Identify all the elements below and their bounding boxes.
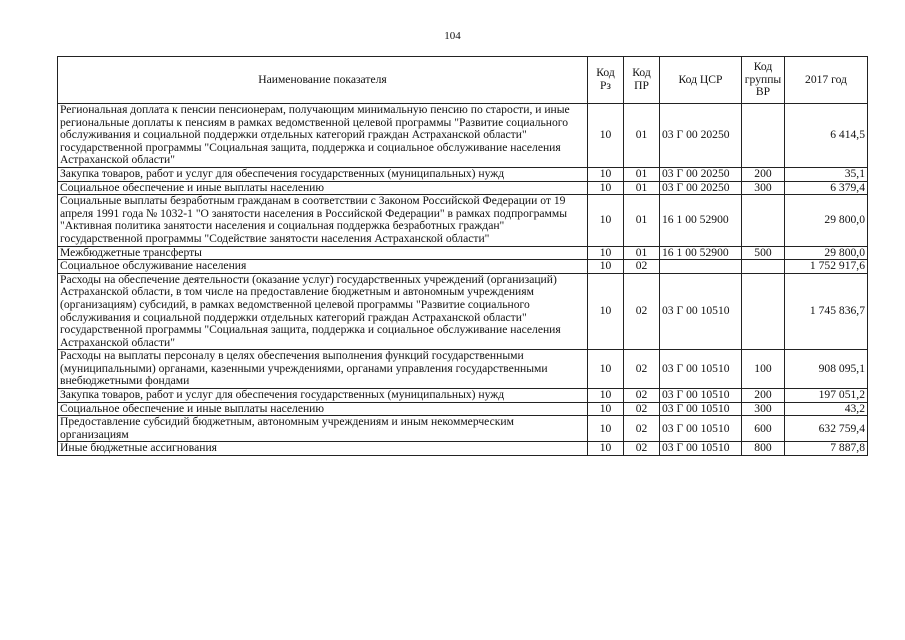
row-value: 6 379,4 <box>785 181 868 195</box>
row-name: Расходы на обеспечение деятельности (оказание услуг) государственных учреждений (организаций) Астраханской области, в том числе на предоставление бюджетным и автономным учреждениям (организациям) субсидий, в рамках ведомственной целевой программы "Развитие социального обслуживания и социальной поддержки отдельных категорий граждан Астраханской области" государственной программы "Социальная защита, поддержка и социальное обслуживание населения Астраханской области" <box>58 273 588 350</box>
row-name: Закупка товаров, работ и услуг для обеспечения государственных (муниципальных) нужд <box>58 167 588 181</box>
row-rz: 10 <box>588 273 624 350</box>
row-csr: 16 1 00 52900 <box>660 246 742 260</box>
row-value: 1 752 917,6 <box>785 260 868 274</box>
row-name: Предоставление субсидий бюджетным, автономным учреждениям и иным некоммерческим организациям <box>58 416 588 442</box>
row-rz: 10 <box>588 167 624 181</box>
table-row <box>58 442 868 456</box>
row-value: 29 800,0 <box>785 246 868 260</box>
row-name: Межбюджетные трансферты <box>58 246 588 260</box>
table-row <box>58 350 868 389</box>
row-pr: 01 <box>624 167 660 181</box>
row-vr: 100 <box>742 350 785 389</box>
row-name: Социальное обеспечение и иные выплаты населению <box>58 181 588 195</box>
page-number: 104 <box>444 30 461 42</box>
row-csr: 03 Г 00 10510 <box>660 416 742 442</box>
row-name: Закупка товаров, работ и услуг для обеспечения государственных (муниципальных) нужд <box>58 389 588 403</box>
row-csr <box>660 260 742 274</box>
row-vr <box>742 260 785 274</box>
table-row <box>58 246 868 260</box>
row-pr: 01 <box>624 195 660 246</box>
row-vr: 200 <box>742 389 785 403</box>
row-value: 35,1 <box>785 167 868 181</box>
row-vr: 500 <box>742 246 785 260</box>
row-pr: 01 <box>624 104 660 168</box>
row-value: 197 051,2 <box>785 389 868 403</box>
row-pr: 02 <box>624 416 660 442</box>
row-name: Иные бюджетные ассигнования <box>58 442 588 456</box>
row-vr: 800 <box>742 442 785 456</box>
row-rz: 10 <box>588 416 624 442</box>
row-rz: 10 <box>588 181 624 195</box>
row-name: Расходы на выплаты персоналу в целях обеспечения выполнения функций государственными (муниципальными) органами, казенными учреждениями, органами управления государственными внебюджетными фондами <box>58 350 588 389</box>
row-value: 632 759,4 <box>785 416 868 442</box>
row-rz: 10 <box>588 442 624 456</box>
table-row <box>58 402 868 416</box>
row-csr: 03 Г 00 10510 <box>660 442 742 456</box>
row-vr: 300 <box>742 402 785 416</box>
row-pr: 02 <box>624 350 660 389</box>
row-value: 43,2 <box>785 402 868 416</box>
row-value: 7 887,8 <box>785 442 868 456</box>
table-row <box>58 195 868 246</box>
row-rz: 10 <box>588 350 624 389</box>
budget-table <box>57 56 868 456</box>
row-csr: 03 Г 00 10510 <box>660 273 742 350</box>
row-pr: 02 <box>624 402 660 416</box>
row-vr: 300 <box>742 181 785 195</box>
table-row <box>58 273 868 350</box>
row-csr: 03 Г 00 20250 <box>660 167 742 181</box>
table-row <box>58 181 868 195</box>
table-row <box>58 416 868 442</box>
row-vr: 600 <box>742 416 785 442</box>
header-pr: Код ПР <box>624 57 660 104</box>
row-pr: 02 <box>624 389 660 403</box>
row-vr: 200 <box>742 167 785 181</box>
row-vr <box>742 273 785 350</box>
row-pr: 01 <box>624 181 660 195</box>
row-value: 1 745 836,7 <box>785 273 868 350</box>
header-vr: Код группы ВР <box>742 57 785 104</box>
row-pr: 02 <box>624 442 660 456</box>
row-rz: 10 <box>588 246 624 260</box>
row-name: Социальное обслуживание населения <box>58 260 588 274</box>
row-csr: 03 Г 00 20250 <box>660 181 742 195</box>
header-name: Наименование показателя <box>58 57 588 104</box>
row-vr <box>742 104 785 168</box>
row-csr: 03 Г 00 10510 <box>660 402 742 416</box>
row-csr: 16 1 00 52900 <box>660 195 742 246</box>
row-value: 29 800,0 <box>785 195 868 246</box>
table-row <box>58 389 868 403</box>
row-pr: 01 <box>624 246 660 260</box>
table-header-row <box>58 57 868 104</box>
row-rz: 10 <box>588 260 624 274</box>
table-row <box>58 104 868 168</box>
row-vr <box>742 195 785 246</box>
row-rz: 10 <box>588 104 624 168</box>
row-name: Социальное обеспечение и иные выплаты населению <box>58 402 588 416</box>
row-pr: 02 <box>624 273 660 350</box>
table-row <box>58 167 868 181</box>
row-value: 908 095,1 <box>785 350 868 389</box>
row-value: 6 414,5 <box>785 104 868 168</box>
row-rz: 10 <box>588 389 624 403</box>
header-year: 2017 год <box>785 57 868 104</box>
row-name: Социальные выплаты безработным гражданам в соответствии с Законом Российской Федерации от 19 апреля 1991 года № 1032-1 "О занятости населения в Российской Федерации" в рамках подпрограммы "Активная политика занятости населения и социальная поддержка безработных граждан" государственной программы "Содействие занятости населения Астраханской области" <box>58 195 588 246</box>
table-row <box>58 260 868 274</box>
row-csr: 03 Г 00 10510 <box>660 389 742 403</box>
header-rz: Код Рз <box>588 57 624 104</box>
row-csr: 03 Г 00 10510 <box>660 350 742 389</box>
row-rz: 10 <box>588 195 624 246</box>
row-csr: 03 Г 00 20250 <box>660 104 742 168</box>
header-csr: Код ЦСР <box>660 57 742 104</box>
row-name: Региональная доплата к пенсии пенсионерам, получающим минимальную пенсию по старости, и иные региональные доплаты к пенсиям в рамках ведомственной целевой программы "Развитие социального обслуживания и социальной поддержки отдельных категорий граждан Астраханской области" государственной программы "Социальная защита, поддержка и социальное обслуживание населения Астраханской области" <box>58 104 588 168</box>
row-rz: 10 <box>588 402 624 416</box>
row-pr: 02 <box>624 260 660 274</box>
